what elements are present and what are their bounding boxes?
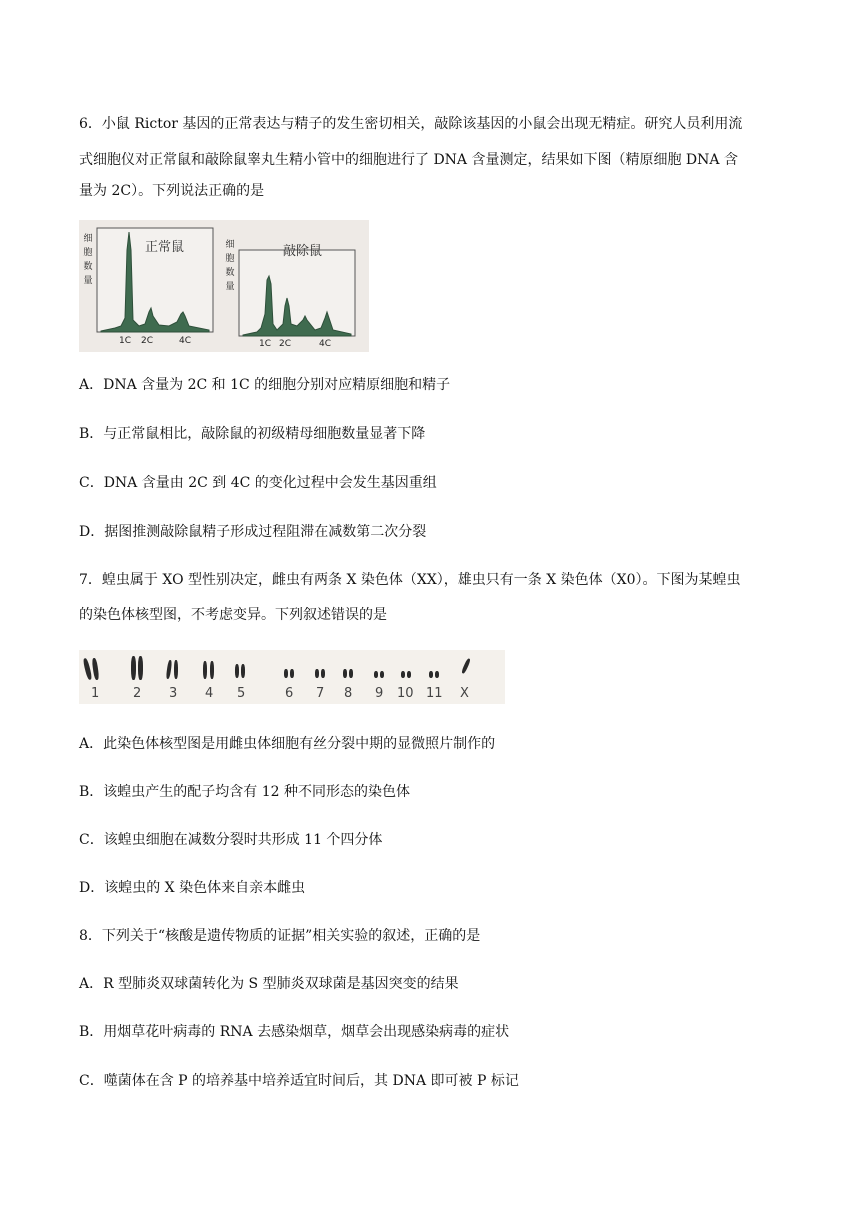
chromosome (138, 656, 143, 680)
q8-option-b: B．用烟草花叶病毒的 RNA 去感染烟草，烟草会出现感染病毒的症状 (79, 1024, 510, 1040)
chromosome (380, 671, 384, 678)
chromosome (241, 664, 245, 678)
karyotype-label: 4 (205, 686, 214, 701)
q7-option-d: D．该蝗虫的 X 染色体来自亲本雌虫 (79, 880, 306, 896)
x-tick-1c-knockout: 1C (259, 339, 272, 349)
x-tick-2c-normal: 2C (141, 336, 154, 346)
q6-option-a: A．DNA 含量为 2C 和 1C 的细胞分别对应精原细胞和精子 (79, 377, 451, 393)
y-label-char: 细 (225, 240, 235, 250)
q8-option-c: C．噬菌体在含 P 的培养基中培养适宜时间后，其 DNA 即可被 P 标记 (79, 1073, 519, 1089)
karyotype-label: 1 (91, 686, 100, 701)
q8-stem-line-1: 8．下列关于“核酸是遗传物质的证据”相关实验的叙述，正确的是 (79, 928, 481, 944)
q7-option-b: B．该蝗虫产生的配子均含有 12 种不同形态的染色体 (79, 784, 411, 800)
x-tick-4c-normal: 4C (179, 336, 192, 346)
chromosome (166, 660, 173, 679)
chromosome (131, 656, 136, 680)
karyotype-label: 11 (426, 686, 443, 701)
karyotype-label: 8 (344, 686, 353, 701)
chromosome (203, 661, 207, 679)
karyotype-label: 7 (316, 686, 325, 701)
y-label-char: 胞 (225, 254, 235, 264)
chromosome (343, 669, 347, 678)
y-label-char: 胞 (83, 248, 93, 258)
chromosome (174, 660, 178, 679)
q7-option-a: A．此染色体核型图是用雌虫体细胞有丝分裂中期的显微照片制作的 (79, 736, 496, 752)
karyotype-figure (79, 650, 505, 704)
karyotype-label: 3 (169, 686, 178, 701)
y-label-char: 数 (225, 268, 235, 278)
karyotype-label: 2 (133, 686, 142, 701)
chromosome (407, 671, 411, 678)
chromosome (210, 661, 214, 679)
chromosome (82, 658, 92, 681)
knockout-panel-title: 敲除鼠 (283, 244, 323, 259)
q6-stem-line-2: 式细胞仪对正常鼠和敲除鼠睾丸生精小管中的细胞进行了 DNA 含量测定，结果如下图（精原细胞 DNA 含 (79, 152, 738, 168)
chromosome (321, 669, 325, 678)
y-label-char: 数 (83, 262, 93, 272)
histogram-plots (79, 220, 369, 352)
karyotype-label: 6 (285, 686, 294, 701)
y-label-char: 量 (225, 282, 235, 292)
chromosome (374, 671, 378, 678)
chromosome (315, 669, 319, 678)
karyotype-label: 9 (375, 686, 384, 701)
q7-option-c: C．该蝗虫细胞在减数分裂时共形成 11 个四分体 (79, 832, 383, 848)
y-label-char: 量 (83, 276, 93, 286)
q7-stem-line-2: 的染色体核型图，不考虑变异。下列叙述错误的是 (79, 607, 387, 623)
q8-option-a: A．R 型肺炎双球菌转化为 S 型肺炎双球菌是基因突变的结果 (79, 976, 459, 992)
chromosome (235, 664, 239, 678)
chromosome (435, 671, 439, 678)
q6-stem-line-3: 量为 2C）。下列说法正确的是 (79, 183, 265, 199)
x-tick-2c-knockout: 2C (279, 339, 292, 349)
q6-option-c: C．DNA 含量由 2C 到 4C 的变化过程中会发生基因重组 (79, 475, 437, 491)
chromosome (91, 658, 99, 680)
normal-panel-title: 正常鼠 (145, 240, 185, 255)
chromosome (429, 671, 433, 678)
karyotype-label: X (460, 686, 469, 701)
x-tick-4c-knockout: 4C (319, 339, 332, 349)
x-tick-1c-normal: 1C (119, 336, 132, 346)
q6-option-d: D．据图推测敲除鼠精子形成过程阻滞在减数第二次分裂 (79, 524, 427, 540)
y-label-char: 细 (83, 234, 93, 244)
knockout-panel-frame (239, 250, 355, 336)
chromosome (284, 669, 288, 678)
karyotype-label: 5 (237, 686, 246, 701)
chromosome (401, 671, 405, 678)
chromosome (290, 669, 294, 678)
x-chromosome (461, 658, 471, 674)
q7-stem-line-1: 7．蝗虫属于 XO 型性别决定，雌虫有两条 X 染色体（XX），雄虫只有一条 X 染色体（X0）。下图为某蝗虫 (79, 572, 741, 588)
chromosome (349, 669, 353, 678)
q6-option-b: B．与正常鼠相比，敲除鼠的初级精母细胞数量显著下降 (79, 426, 426, 442)
flow-cytometry-figure (79, 220, 369, 352)
karyotype-label: 10 (397, 686, 414, 701)
q6-stem-line-1: 6．小鼠 Rictor 基因的正常表达与精子的发生密切相关，敲除该基因的小鼠会出现无精症。研究人员利用流 (79, 116, 743, 132)
